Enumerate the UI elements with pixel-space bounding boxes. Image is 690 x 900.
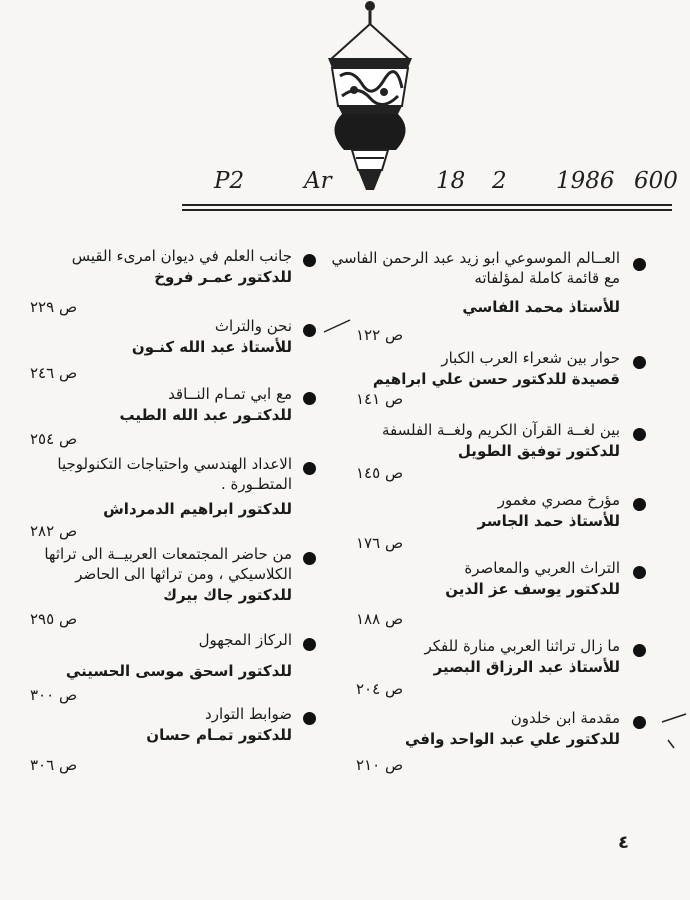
bullet-icon [633,644,646,657]
entry-page: ص ١٧٦ [356,534,404,552]
handwritten-code-5: 1986 [556,168,615,194]
toc-entry-right-1 [330,248,620,318]
entry-title: نحن والتراث [214,317,292,335]
bullet-icon [303,462,316,475]
entry-author: للدكتور ابراهيم الدمرداش [103,500,292,518]
bullet-icon [633,716,646,729]
bullet-icon [633,498,646,511]
bullet-icon [303,552,316,565]
entry-page: ص ٢٥٤ [30,430,78,448]
bullet-icon [633,258,646,271]
entry-title: مؤرخ مصري مغمور [497,491,620,509]
toc-entry-left-1 [2,246,292,288]
entry-author: للأستاذ حمد الجاسر [477,512,620,530]
entry-page: ص ٢٢٩ [30,298,78,316]
bullet-icon [303,392,316,405]
entry-page: ص ١٨٨ [356,610,404,628]
bullet-icon [633,428,646,441]
entry-author: للأستاذ عبد الرزاق البصير [433,658,620,676]
entry-page: ص ١٤١ [356,390,404,408]
entry-title: من حاضر المجتمعات العربيــة الى تراثها الكلاسيكي ، ومن تراثها الى الحاضر [44,545,292,583]
entry-page: ص ٣٠٠ [30,686,78,704]
toc-entry-right-3 [330,420,620,462]
entry-title: ما زال تراثنا العربي منارة للفكر [424,637,620,655]
handwritten-code-4: 2 [492,168,507,194]
toc-entry-left-5 [2,544,292,606]
pen-mark-icon [322,318,352,338]
entry-author: للدكتور تمـام حسان [146,726,292,744]
entry-page: ص ٢٤٦ [30,364,78,382]
toc-entry-left-4 [2,454,292,520]
header-rule-top [182,204,672,206]
bullet-icon [303,712,316,725]
entry-page: ص ١٢٢ [356,326,404,344]
handwritten-code-6: 600 [634,168,678,194]
entry-title: ضوابط التوارد [205,705,292,723]
lantern-icon [318,0,422,196]
entry-title: الركاز المجهول [198,631,292,649]
entry-author: للدكتـور عبد الله الطيب [119,406,292,424]
entry-page: ص ٢٠٤ [356,680,404,698]
entry-page: ص ١٤٥ [356,464,404,482]
entry-title: مع ابي تمـام النــاقد [168,385,292,403]
entry-page: ص ٢٨٢ [30,522,78,540]
pen-mark-icon [660,710,688,750]
entry-author: للدكتور اسحق موسى الحسيني [65,662,292,680]
entry-title: حوار بين شعراء العرب الكبار [441,349,620,367]
entry-page: ص ٣٠٦ [30,756,78,774]
toc-entry-left-2 [2,316,292,358]
bullet-icon [303,254,316,267]
toc-entry-right-2 [330,348,620,390]
toc-entry-right-7 [330,708,620,750]
entry-title: جانب العلم في ديوان امرىء القيس [71,247,292,265]
entry-author: قصيدة للدكتور حسن علي ابراهيم [372,370,620,388]
bullet-icon [633,356,646,369]
handwritten-code-2: Ar [304,168,332,194]
entry-author: للدكتور توفيق الطويل [457,442,620,460]
toc-entry-right-5 [330,558,620,600]
handwritten-code-1: P2 [214,168,245,194]
entry-title: العــالم الموسوعي ابو زيد عبد الرحمن الفاسي مع قائمة كاملة لمؤلفاته [331,249,620,287]
handwritten-code-3: 18 [436,168,466,194]
entry-author: للدكتور يوسف عز الدين [445,580,620,598]
entry-page: ص ٢٩٥ [30,610,78,628]
bullet-icon [633,566,646,579]
bullet-icon [303,324,316,337]
header-rule-bottom [182,209,672,211]
entry-author: للأستاذ محمد الفاسي [462,298,620,316]
entry-title: مقدمة ابن خلدون [510,709,620,727]
toc-entry-right-4 [330,490,620,532]
toc-entry-right-6 [330,636,620,678]
entry-title: بين لغــة القرآن الكريم ولغــة الفلسفة [381,421,620,439]
entry-author: للدكتور جاك بيرك [163,586,292,604]
entry-title: الاعداد الهندسي واحتياجات التكنولوجيا المتطـورة . [57,455,292,493]
entry-author: للدكتور عمـر فروخ [154,268,292,286]
toc-entry-left-3 [2,384,292,426]
toc-entry-left-6 [2,630,292,682]
entry-page: ص ٢١٠ [356,756,404,774]
toc-entry-left-7 [2,704,292,746]
page-number: ٤ [618,832,629,853]
entry-author: للأستاذ عبد الله كنـون [131,338,292,356]
entry-title: التراث العربي والمعاصرة [464,559,620,577]
entry-author: للدكتور علي عبد الواحد وافي [404,730,620,748]
bullet-icon [303,638,316,651]
